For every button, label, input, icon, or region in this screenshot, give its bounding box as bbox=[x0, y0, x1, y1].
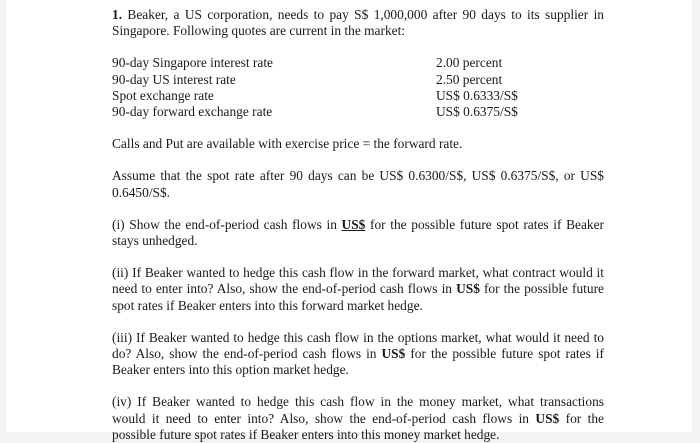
quote-value: 2.50 percent bbox=[436, 71, 503, 87]
part-text: (iv) If Beaker wanted to hedge this cash flow in the money market, what transactions would it need to enter into? Also, show the end-of-period cash flows in bbox=[112, 394, 604, 426]
part-iii bbox=[112, 330, 604, 379]
market-quotes-table bbox=[112, 55, 604, 120]
part-text: (ii) If Beaker wanted to hedge this cash flow in the forward market, what contract would it need to enter into? Also, show the end-of-period cash flows in bbox=[112, 265, 604, 297]
part-text: (i) Show the end-of-period cash flows in bbox=[112, 216, 342, 232]
quote-value: US$ 0.6333/S$ bbox=[436, 87, 518, 103]
options-note: Calls and Put are available with exercise price = the forward rate. bbox=[112, 136, 463, 152]
part-text: for the possible future spot rates if Beaker enters into this money market hedge. bbox=[112, 410, 604, 442]
quote-label: 90-day Singapore interest rate bbox=[112, 55, 274, 71]
part-ii bbox=[112, 265, 604, 314]
currency-emphasis: US$ bbox=[535, 410, 560, 426]
part-iv bbox=[112, 394, 604, 443]
quote-row bbox=[112, 88, 604, 104]
part-text: (iii) If Beaker wanted to hedge this cash flow in the options market, what would it need to do? Also, show the end-of-period cash flows in bbox=[112, 329, 604, 361]
quote-value: US$ 0.6375/S$ bbox=[436, 103, 518, 119]
quote-label: Spot exchange rate bbox=[112, 87, 214, 103]
document-page bbox=[6, 0, 692, 442]
spot-rate-assumption: Assume that the spot rate after 90 days can be US$ 0.6300/S$, US$ 0.6375/S$, or US$ 0.6450/S$. bbox=[112, 168, 604, 200]
currency-emphasis: US$ bbox=[456, 281, 480, 297]
part-text: for the possible future spot rates if Beaker enters into this forward market hedge. bbox=[112, 281, 605, 313]
part-text: for the possible future spot rates if Beaker enters into this option market hedge. bbox=[112, 345, 604, 378]
part-i bbox=[112, 217, 604, 249]
quote-label: 90-day US interest rate bbox=[112, 71, 236, 87]
quote-value: 2.00 percent bbox=[436, 55, 503, 71]
currency-emphasis: US$ bbox=[341, 216, 366, 232]
currency-emphasis: US$ bbox=[381, 345, 406, 361]
question-number: 1. bbox=[112, 7, 123, 22]
question-intro-text: Beaker, a US corporation, needs to pay S$ 1,000,000 after 90 days to its supplier in Singapore. Following quotes are current in the market: bbox=[112, 7, 604, 39]
quote-row bbox=[112, 55, 604, 71]
question-intro bbox=[112, 7, 604, 39]
quote-label: 90-day forward exchange rate bbox=[112, 103, 273, 119]
part-text: for the possible future spot rates if Beaker stays unhedged. bbox=[112, 216, 604, 248]
quote-row bbox=[112, 104, 604, 120]
question-block bbox=[112, 7, 604, 443]
quote-row bbox=[112, 72, 604, 88]
